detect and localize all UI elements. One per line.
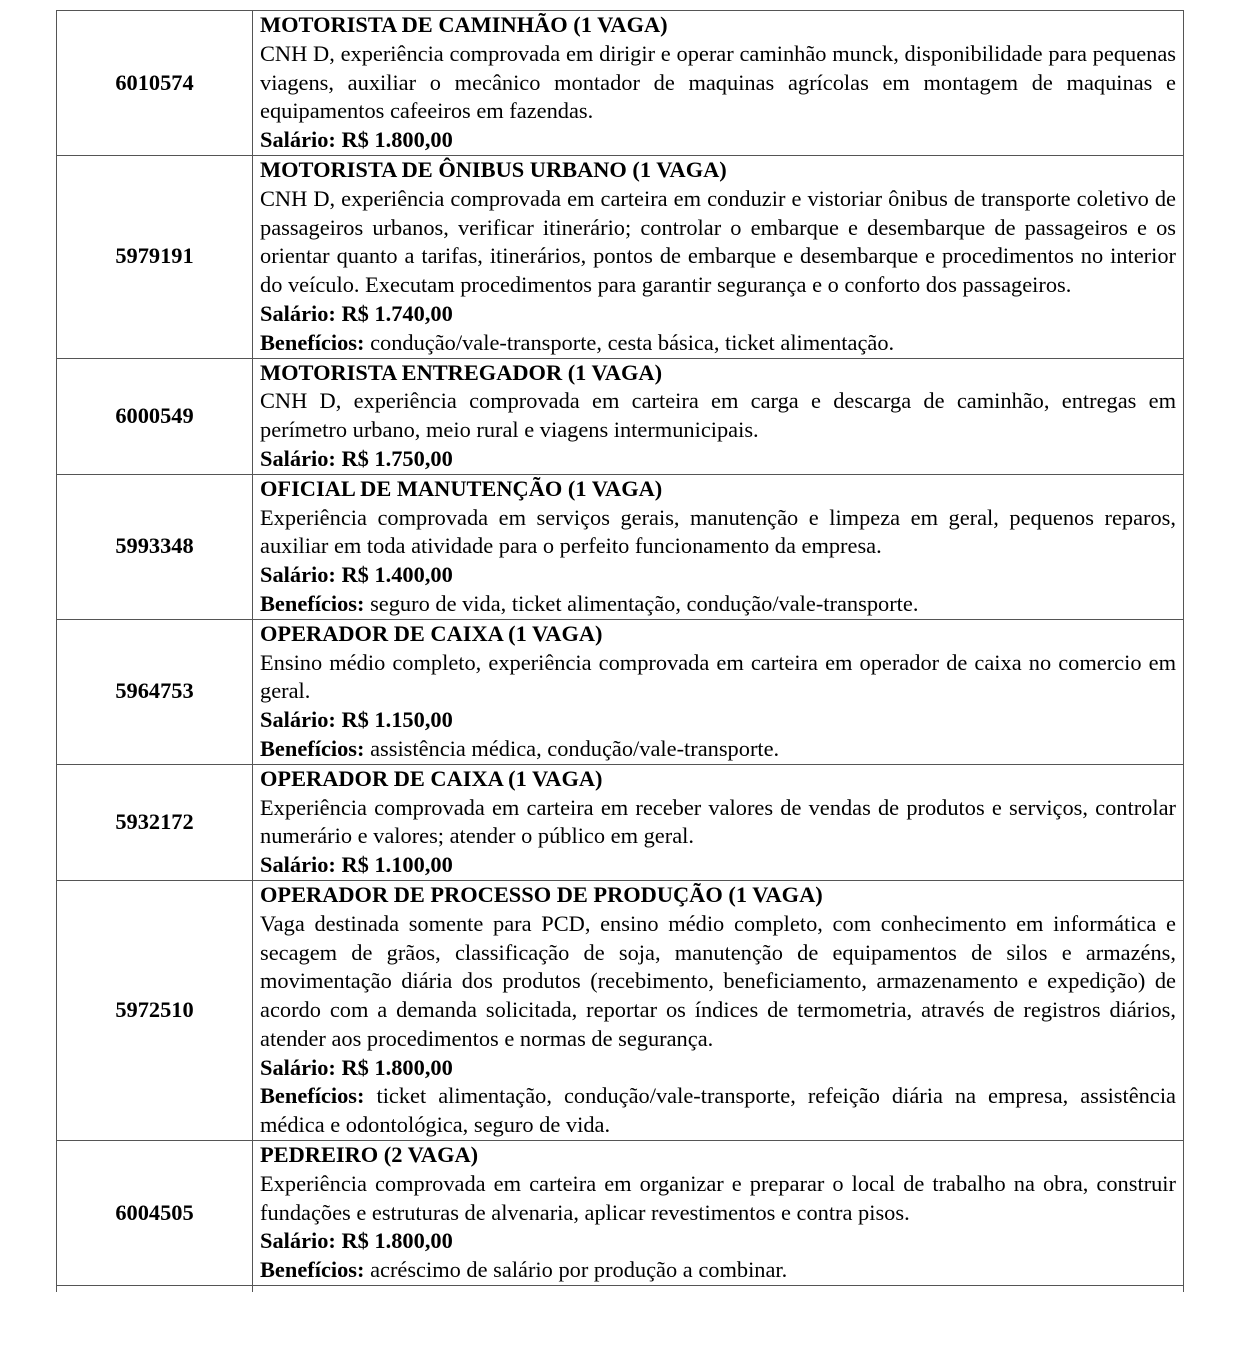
job-salary: Salário: R$ 1.800,00 [260,1054,453,1080]
table-row-continuation [57,1286,1184,1293]
table-row [57,619,1184,764]
job-benefits [260,590,1176,619]
job-description: Experiência comprovada em carteira em organizar e preparar o local de trabalho na obra, construir fundações e estruturas de alvenaria, aplicar revestimentos e contra pisos. [260,1170,1176,1225]
job-title: PEDREIRO (2 VAGA) [260,1142,479,1168]
table-row [57,1141,1184,1286]
job-code: 6010574 [57,11,253,156]
job-code: 5993348 [57,474,253,619]
job-details [253,155,1184,358]
job-details [253,880,1184,1140]
empty-cell [253,1286,1184,1293]
job-description: CNH D, experiência comprovada em dirigir e operar caminhão munck, disponibilidade para pequenas viagens, auxiliar o mecânico montador de maquinas agrícolas em montagem de maquinas e equipamentos cafeeiros em fazendas. [260,40,1176,124]
job-salary: Salário: R$ 1.150,00 [260,707,453,733]
job-details [253,764,1184,880]
job-title: MOTORISTA ENTREGADOR (1 VAGA) [260,359,663,385]
job-code: 5964753 [57,619,253,764]
job-title: MOTORISTA DE ÔNIBUS URBANO (1 VAGA) [260,156,727,182]
job-title: OPERADOR DE CAIXA (1 VAGA) [260,765,603,791]
empty-cell [57,1286,253,1293]
benefits-text: assistência médica, condução/vale-transporte. [370,735,780,761]
table-row [57,474,1184,619]
job-code: 5979191 [57,155,253,358]
job-code: 5972510 [57,880,253,1140]
table-row [57,155,1184,358]
job-title: OPERADOR DE CAIXA (1 VAGA) [260,620,603,646]
job-description: Vaga destinada somente para PCD, ensino médio completo, com conhecimento em informática e secagem de grãos, classificação de soja, manutenção de equipamentos de silos e armazéns, movimentação diária dos produtos (recebimento, beneficiamento, armazenamento e expedição) de acordo com a demanda solicitada, reportar os índices de termometria, através de registros diários, atender aos procedimentos e normas de segurança. [260,910,1176,1051]
benefits-text: seguro de vida, ticket alimentação, condução/vale-transporte. [370,590,919,616]
job-description: Ensino médio completo, experiência comprovada em carteira em operador de caixa no comercio em geral. [260,649,1176,704]
job-benefits [260,1082,1176,1140]
job-title: MOTORISTA DE CAMINHÃO (1 VAGA) [260,12,668,37]
job-code: 5932172 [57,764,253,880]
job-description: CNH D, experiência comprovada em carteira em carga e descarga de caminhão, entregas em perímetro urbano, meio rural e viagens intermunicipais. [260,388,1176,443]
job-code: 6000549 [57,358,253,474]
job-salary: Salário: R$ 1.750,00 [260,445,453,471]
job-benefits [260,735,1176,764]
table-row [57,11,1184,156]
job-code: 6004505 [57,1141,253,1286]
job-salary: Salário: R$ 1.740,00 [260,300,453,326]
job-salary: Salário: R$ 1.800,00 [260,1228,453,1254]
benefits-text: ticket alimentação, condução/vale-transporte, refeição diária na empresa, assistência médica e odontológica, seguro de vida. [260,1083,1176,1138]
job-description: Experiência comprovada em carteira em receber valores de vendas de produtos e serviços, controlar numerário e valores; atender o público em geral. [260,794,1176,849]
job-details [253,474,1184,619]
benefits-text: acréscimo de salário por produção a combinar. [370,1257,788,1283]
benefits-label: Benefícios: [260,329,365,355]
table-row [57,880,1184,1140]
job-title: OPERADOR DE PROCESSO DE PRODUÇÃO (1 VAGA) [260,881,823,907]
job-description: CNH D, experiência comprovada em carteira em conduzir e vistoriar ônibus de transporte coletivo de passageiros urbanos, verificar itinerário; controlar o embarque e desembarque de passageiros e os orientar quanto a tarifas, itinerários, pontos de embarque e desembarque e procedimentos no interior do veículo. Executam procedimentos para garantir segurança e o conforto dos passageiros. [260,185,1176,298]
benefits-label: Benefícios: [260,735,365,761]
job-benefits [260,329,1176,358]
job-salary: Salário: R$ 1.400,00 [260,562,453,588]
job-salary: Salário: R$ 1.800,00 [260,127,453,153]
benefits-text: condução/vale-transporte, cesta básica, ticket alimentação. [370,329,895,355]
benefits-label: Benefícios: [260,1083,365,1109]
benefits-label: Benefícios: [260,590,365,616]
job-title: OFICIAL DE MANUTENÇÃO (1 VAGA) [260,475,663,501]
job-details [253,619,1184,764]
table-row [57,358,1184,474]
table-row [57,764,1184,880]
job-salary: Salário: R$ 1.100,00 [260,852,453,878]
job-listings-table [56,10,1184,1292]
job-details [253,358,1184,474]
job-details [253,11,1184,156]
job-benefits [260,1256,1176,1285]
job-details [253,1141,1184,1286]
job-description: Experiência comprovada em serviços gerais, manutenção e limpeza em geral, pequenos reparos, auxiliar em toda atividade para o perfeito funcionamento da empresa. [260,504,1176,559]
benefits-label: Benefícios: [260,1257,365,1283]
